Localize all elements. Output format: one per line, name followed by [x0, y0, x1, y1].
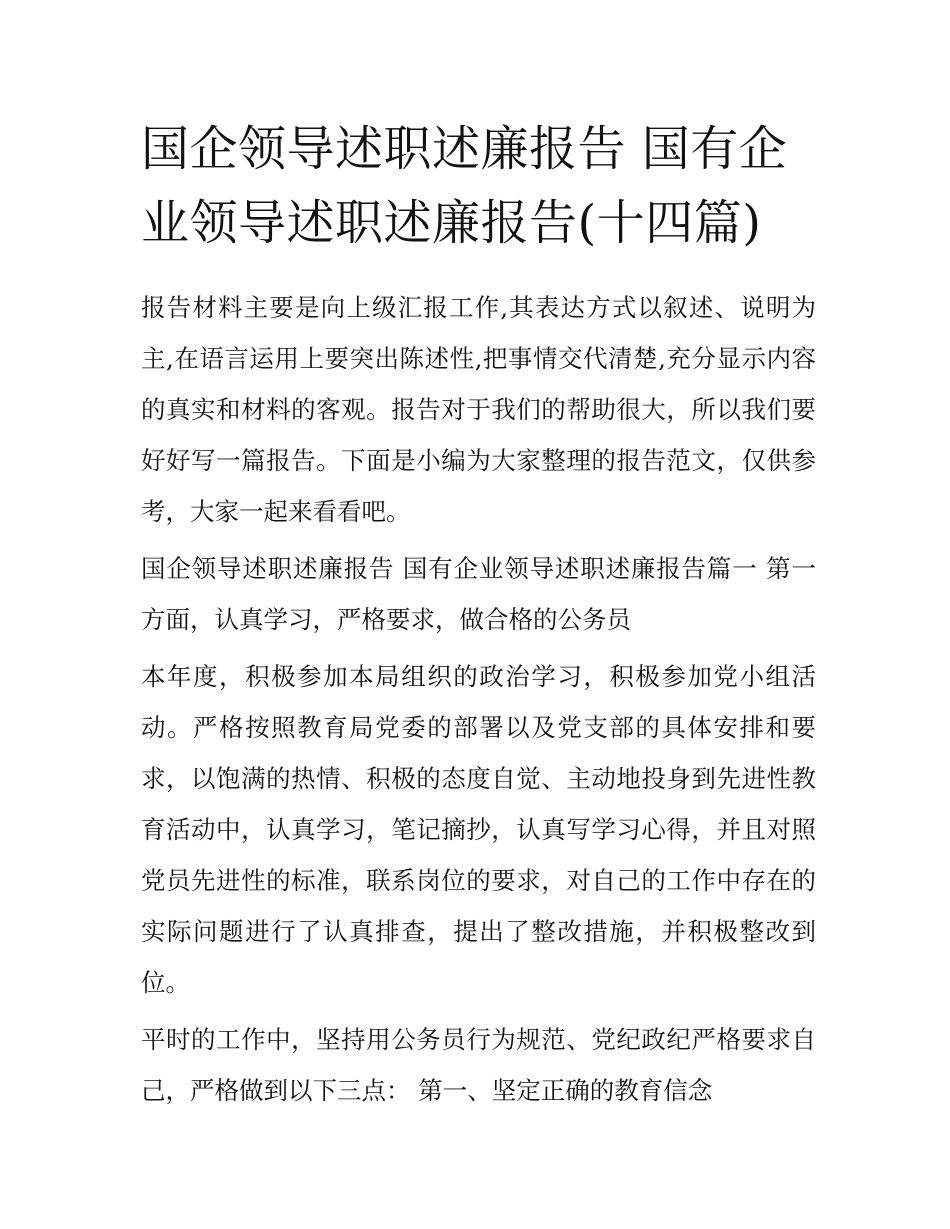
paragraph-section-heading: 国企领导述职述廉报告 国有企业领导述职述廉报告篇一 第一方面，认真学习，严格要求，做合格的公务员	[141, 554, 816, 634]
document-title: 国企领导述职述廉报告 国有企业领导述职述廉报告(十四篇)	[141, 121, 788, 251]
paragraph-intro: 报告材料主要是向上级汇报工作,其表达方式以叙述、说明为主,在语言运用上要突出陈述性,把事情交代清楚,充分显示内容的真实和材料的客观。报告对于我们的帮助很大，所以我们要好好写一篇报告。下面是小编为大家整理的报告范文，仅供参考，大家一起来看看吧。	[141, 293, 816, 526]
paragraph-study: 本年度，积极参加本局组织的政治学习，积极参加党小组活动。严格按照教育局党委的部署以及党支部的具体安排和要求，以饱满的热情、积极的态度自觉、主动地投身到先进性教育活动中，认真学习，笔记摘抄，认真写学习心得，并且对照党员先进性的标准，联系岗位的要求，对自己的工作中存在的实际问题进行了认真排查，提出了整改措施，并积极整改到位。	[141, 662, 816, 997]
document-body	[141, 112, 816, 1116]
paragraph-conduct: 平时的工作中，坚持用公务员行为规范、党纪政纪严格要求自己，严格做到以下三点： 第一、坚定正确的教育信念	[141, 1025, 816, 1105]
